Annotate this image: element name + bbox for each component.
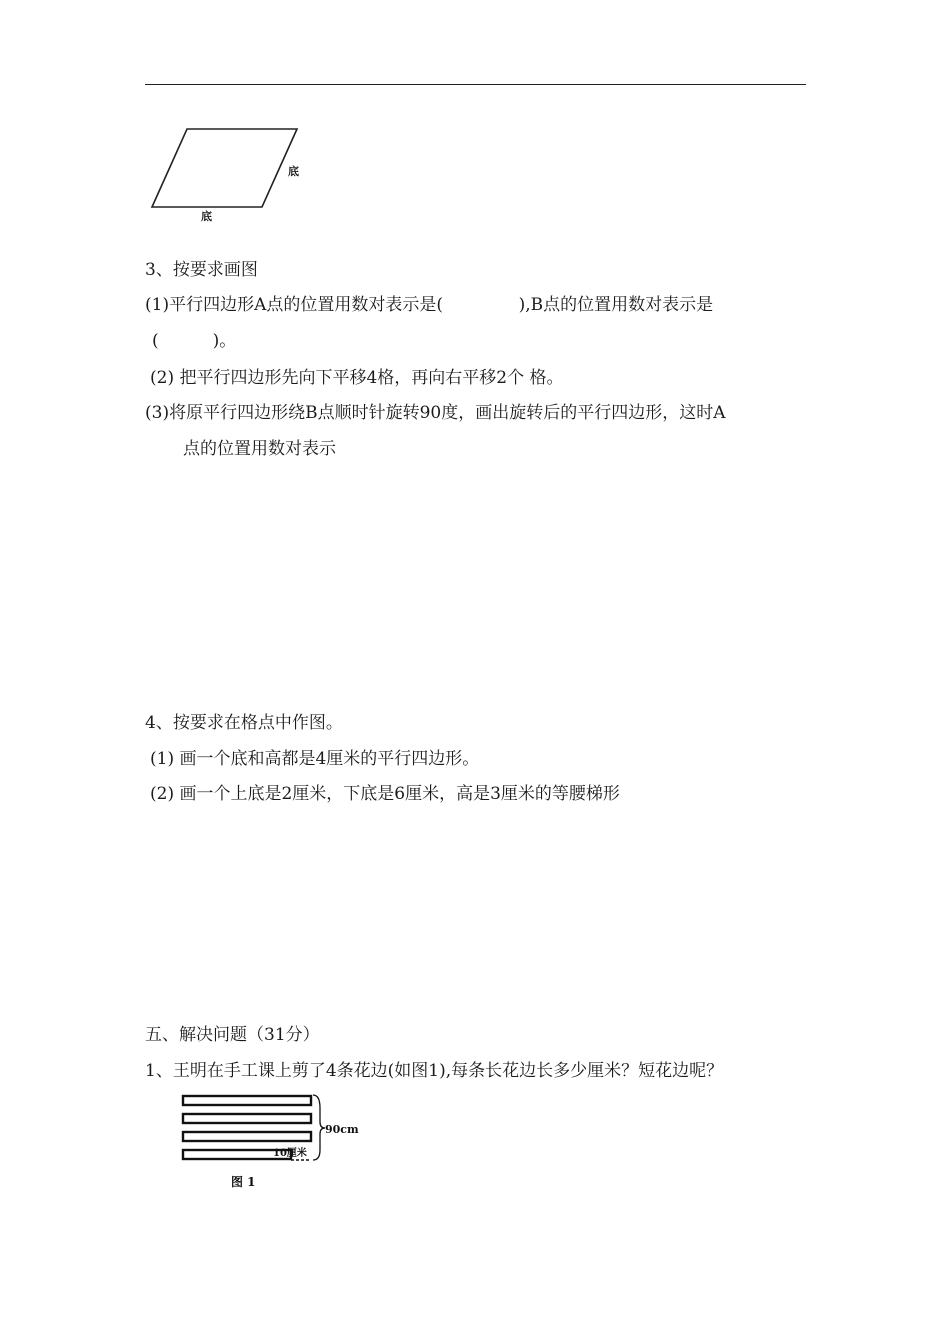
section3-heading: 3、按要求画图	[145, 260, 258, 280]
label-side-base: 底	[288, 165, 299, 178]
section4-q2: (2) 画一个上底是2厘米，下底是6厘米，高是3厘米的等腰梯形	[150, 784, 620, 804]
section3-q1-line1: (1)平行四边形A点的位置用数对表示是( ),B点的位置用数对表示是	[145, 295, 714, 315]
short-strip-label: 10厘米	[273, 1148, 307, 1159]
section3-q2: (2) 把平行四边形先向下平移4格，再向右平移2个 格。	[150, 368, 564, 388]
parallelogram-shape	[152, 129, 297, 207]
figure1-caption: 图 1	[231, 1175, 256, 1189]
label-bottom-base: 底	[201, 210, 212, 223]
section4-q1: (1) 画一个底和高都是4厘米的平行四边形。	[150, 749, 480, 769]
section3-q1-line2: ( )。	[152, 331, 237, 351]
part5-q1: 1、王明在手工课上剪了4条花边(如图1),每条长花边长多少厘米？短花边呢？	[145, 1061, 724, 1081]
height-brace	[313, 1095, 325, 1160]
lace-strip-1	[183, 1096, 311, 1105]
parallelogram-figure	[140, 120, 320, 230]
lace-strip-2	[183, 1114, 311, 1123]
height-label: 90cm	[325, 1123, 359, 1136]
part5-heading: 五、解决问题（31分）	[145, 1025, 320, 1045]
section3-q3-line2: 点的位置用数对表示	[183, 439, 336, 459]
lace-strips-figure	[175, 1090, 375, 1195]
section4-heading: 4、按要求在格点中作图。	[145, 713, 343, 733]
header-rule	[145, 84, 806, 85]
lace-strip-3	[183, 1132, 311, 1141]
section3-q3-line1: (3)将原平行四边形绕B点顺时针旋转90度，画出旋转后的平行四边形，这时A	[145, 403, 726, 423]
